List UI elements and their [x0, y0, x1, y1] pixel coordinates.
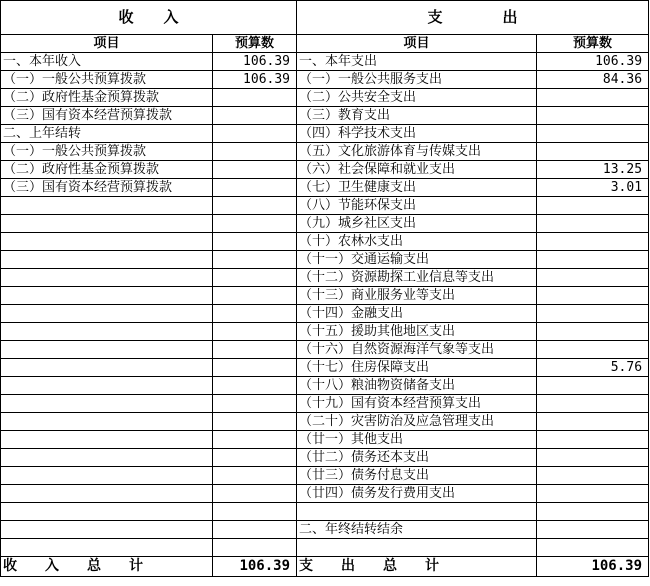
expense-item-cell: （六）社会保障和就业支出	[297, 161, 537, 179]
income-item-cell	[1, 359, 213, 377]
table-row	[1, 287, 649, 305]
income-value-cell	[213, 323, 297, 341]
income-value-cell	[213, 197, 297, 215]
expense-value-cell	[537, 341, 649, 359]
expense-total-value: 106.39	[537, 557, 649, 577]
income-item-cell	[1, 233, 213, 251]
table-row	[1, 71, 649, 89]
income-value-cell	[213, 251, 297, 269]
table-row	[1, 215, 649, 233]
expense-item-cell: （七）卫生健康支出	[297, 179, 537, 197]
income-item-cell	[1, 449, 213, 467]
table-row	[1, 107, 649, 125]
expense-value-cell	[537, 305, 649, 323]
income-item-cell	[1, 413, 213, 431]
income-value-cell	[213, 125, 297, 143]
income-value-cell	[213, 413, 297, 431]
income-value-cell	[213, 305, 297, 323]
table-row	[1, 53, 649, 71]
expense-value-cell	[537, 143, 649, 161]
table-row	[1, 305, 649, 323]
income-item-cell	[1, 521, 213, 539]
income-value-cell	[213, 143, 297, 161]
income-item-cell	[1, 197, 213, 215]
income-value-cell	[213, 215, 297, 233]
income-value-cell	[213, 377, 297, 395]
income-total-value: 106.39	[213, 557, 297, 577]
expense-item-cell: （十六）自然资源海洋气象等支出	[297, 341, 537, 359]
expense-item-cell: （三）教育支出	[297, 107, 537, 125]
expense-item-cell: （十二）资源勘探工业信息等支出	[297, 269, 537, 287]
expense-value-cell	[537, 449, 649, 467]
expense-item-header: 项目	[297, 35, 537, 53]
income-item-cell	[1, 251, 213, 269]
income-item-header: 项目	[1, 35, 213, 53]
table-row	[1, 125, 649, 143]
income-item-cell	[1, 341, 213, 359]
table-row	[1, 413, 649, 431]
income-value-cell	[213, 179, 297, 197]
expense-item-cell: （十三）商业服务业等支出	[297, 287, 537, 305]
income-item-cell	[1, 467, 213, 485]
expense-item-cell: （九）城乡社区支出	[297, 215, 537, 233]
table-row	[1, 251, 649, 269]
expense-budget-header: 预算数	[537, 35, 649, 53]
table-row	[1, 431, 649, 449]
income-item-cell	[1, 503, 213, 521]
income-value-cell	[213, 449, 297, 467]
table-row	[1, 197, 649, 215]
expense-value-cell	[537, 125, 649, 143]
table-row	[1, 161, 649, 179]
income-value-cell	[213, 287, 297, 305]
table-row	[1, 503, 649, 521]
expense-value-cell	[537, 197, 649, 215]
expense-value-cell: 106.39	[537, 53, 649, 71]
income-item-cell	[1, 485, 213, 503]
expense-value-cell: 5.76	[537, 359, 649, 377]
income-item-cell: （一）一般公共预算拨款	[1, 143, 213, 161]
income-value-cell	[213, 269, 297, 287]
expense-value-cell: 13.25	[537, 161, 649, 179]
income-item-cell	[1, 431, 213, 449]
income-value-cell	[213, 503, 297, 521]
table-row	[1, 89, 649, 107]
expense-value-cell	[537, 413, 649, 431]
expense-value-cell	[537, 485, 649, 503]
income-item-cell	[1, 395, 213, 413]
table-row	[1, 269, 649, 287]
expense-item-cell: （十七）住房保障支出	[297, 359, 537, 377]
table-row	[1, 143, 649, 161]
income-item-cell: （一）一般公共预算拨款	[1, 71, 213, 89]
table-row	[1, 377, 649, 395]
income-item-cell	[1, 305, 213, 323]
income-value-cell	[213, 431, 297, 449]
expense-section-title: 支 出	[297, 1, 649, 35]
totals-row	[1, 557, 649, 577]
expense-value-cell	[537, 431, 649, 449]
income-value-cell	[213, 161, 297, 179]
expense-item-cell: （十）农林水支出	[297, 233, 537, 251]
expense-value-cell	[537, 521, 649, 539]
table-row	[1, 395, 649, 413]
income-item-cell	[1, 215, 213, 233]
expense-value-cell	[537, 215, 649, 233]
income-value-cell	[213, 359, 297, 377]
income-budget-header: 预算数	[213, 35, 297, 53]
expense-item-cell: （十八）粮油物资储备支出	[297, 377, 537, 395]
expense-item-cell: （廿一）其他支出	[297, 431, 537, 449]
column-header-row	[1, 35, 649, 53]
income-item-cell	[1, 539, 213, 557]
income-value-cell: 106.39	[213, 71, 297, 89]
expense-item-cell: （一）一般公共服务支出	[297, 71, 537, 89]
income-value-cell	[213, 89, 297, 107]
expense-value-cell	[537, 539, 649, 557]
income-item-cell	[1, 269, 213, 287]
table-row	[1, 449, 649, 467]
expense-value-cell: 84.36	[537, 71, 649, 89]
income-total-label: 收 入 总 计	[1, 557, 213, 577]
table-row	[1, 539, 649, 557]
income-item-cell: （三）国有资本经营预算拨款	[1, 179, 213, 197]
expense-value-cell	[537, 377, 649, 395]
income-value-cell	[213, 539, 297, 557]
table-row	[1, 341, 649, 359]
income-value-cell	[213, 233, 297, 251]
expense-item-cell: （廿四）债务发行费用支出	[297, 485, 537, 503]
expense-item-cell: （廿二）债务还本支出	[297, 449, 537, 467]
expense-value-cell	[537, 467, 649, 485]
income-value-cell	[213, 467, 297, 485]
expense-value-cell	[537, 269, 649, 287]
expense-item-cell: （八）节能环保支出	[297, 197, 537, 215]
income-value-cell	[213, 341, 297, 359]
expense-value-cell	[537, 503, 649, 521]
expense-item-cell: （二十）灾害防治及应急管理支出	[297, 413, 537, 431]
income-item-cell: （三）国有资本经营预算拨款	[1, 107, 213, 125]
income-section-title: 收 入	[1, 1, 297, 35]
income-value-cell	[213, 521, 297, 539]
table-row	[1, 521, 649, 539]
table-row	[1, 179, 649, 197]
expense-value-cell	[537, 107, 649, 125]
income-item-cell	[1, 287, 213, 305]
expense-item-cell: （五）文化旅游体育与传媒支出	[297, 143, 537, 161]
expense-item-cell: （二）公共安全支出	[297, 89, 537, 107]
income-item-cell	[1, 323, 213, 341]
income-value-cell	[213, 395, 297, 413]
table-row	[1, 233, 649, 251]
expense-item-cell: （十五）援助其他地区支出	[297, 323, 537, 341]
expense-item-cell: （十九）国有资本经营预算支出	[297, 395, 537, 413]
income-item-cell	[1, 377, 213, 395]
table-row	[1, 359, 649, 377]
expense-value-cell	[537, 251, 649, 269]
income-value-cell	[213, 485, 297, 503]
expense-value-cell	[537, 233, 649, 251]
expense-value-cell	[537, 323, 649, 341]
expense-value-cell	[537, 287, 649, 305]
income-item-cell: （二）政府性基金预算拨款	[1, 89, 213, 107]
income-item-cell: 二、上年结转	[1, 125, 213, 143]
expense-item-cell	[297, 539, 537, 557]
expense-item-cell: （四）科学技术支出	[297, 125, 537, 143]
expense-item-cell: 一、本年支出	[297, 53, 537, 71]
income-item-cell: 一、本年收入	[1, 53, 213, 71]
expense-item-cell	[297, 503, 537, 521]
expense-item-cell: 二、年终结转结余	[297, 521, 537, 539]
section-header-row	[1, 1, 649, 35]
table-row	[1, 323, 649, 341]
expense-value-cell	[537, 395, 649, 413]
expense-item-cell: （十一）交通运输支出	[297, 251, 537, 269]
table-row	[1, 467, 649, 485]
income-item-cell: （二）政府性基金预算拨款	[1, 161, 213, 179]
expense-total-label: 支 出 总 计	[297, 557, 537, 577]
table-row	[1, 485, 649, 503]
income-value-cell: 106.39	[213, 53, 297, 71]
expense-value-cell: 3.01	[537, 179, 649, 197]
expense-value-cell	[537, 89, 649, 107]
expense-item-cell: （十四）金融支出	[297, 305, 537, 323]
income-value-cell	[213, 107, 297, 125]
expense-item-cell: （廿三）债务付息支出	[297, 467, 537, 485]
